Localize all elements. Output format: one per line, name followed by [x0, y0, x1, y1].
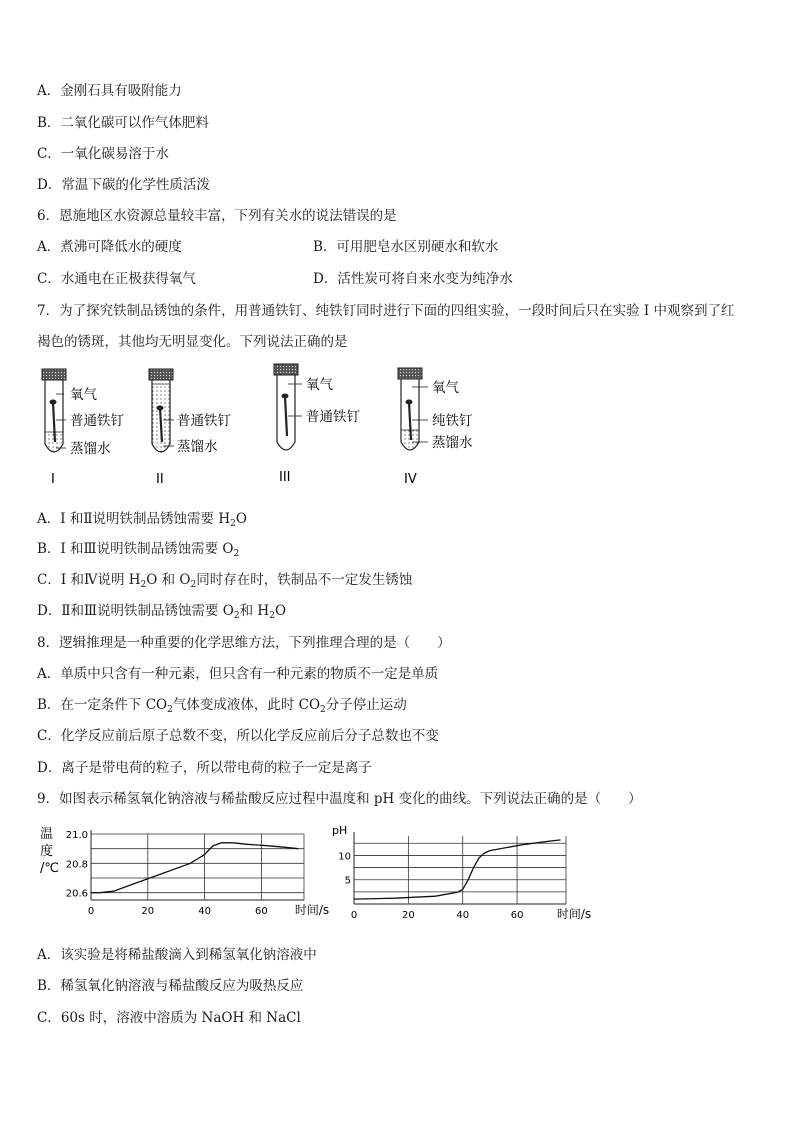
chart2-y-label: pH: [332, 824, 348, 837]
q7-stem-line2: 褐色的锈斑，其他均无明显变化。下列说法正确的是: [37, 334, 348, 350]
q7-option-d: D．Ⅱ和Ⅲ说明铁制品锈蚀需要 $O_2$和 $H_2O$: [37, 603, 287, 621]
q6-option-b: B．可用肥皂水区别硬水和软水: [313, 239, 499, 255]
chart2-x-tick: 20: [401, 910, 415, 921]
stopper-icon: [274, 364, 298, 375]
chart1-y-label-char: 温: [40, 827, 54, 842]
chart2-x-label: 时间/s: [556, 907, 592, 921]
tube-4-roman: IV: [404, 472, 417, 487]
test-tube-diagram: [36, 362, 506, 492]
tube-1: [42, 369, 124, 487]
q6-option-d: D．活性炭可将自来水变为纯净水: [313, 271, 513, 287]
q7-option-b: B．I 和Ⅲ说明铁制品锈蚀需要 $O_2$: [37, 541, 240, 559]
q8-option-a: A．单质中只含有一种元素，但只含有一种元素的物质不一定是单质: [37, 666, 439, 682]
chart2-x-tick: 0: [350, 910, 358, 921]
q9-option-a: A．该实验是将稀盐酸滴入到稀氢氧化钠溶液中: [37, 947, 317, 963]
q6-option-a: A．煮沸可降低水的硬度: [37, 239, 182, 255]
q6-option-c: C．水通电在正极获得氧气: [37, 271, 196, 287]
q8-option-c: C．化学反应前后原子总数不变，所以化学反应前后分子总数也不变: [37, 728, 439, 744]
q6-stem: 6．恩施地区水资源总量较丰富，下列有关水的说法错误的是: [37, 208, 397, 224]
q8-option-d: D．离子是带电荷的粒子，所以带电荷的粒子一定是离子: [37, 760, 372, 776]
q7-option-c: C．I 和Ⅳ说明 $H_2O$ 和 $O_2$同时存在时，铁制品不一定发生锈蚀: [37, 572, 413, 590]
chart1-y-tick: 20.6: [65, 888, 88, 900]
tube-4-label-nail: 纯铁钉: [432, 413, 473, 429]
tube-3-roman: III: [279, 470, 291, 485]
tube-2: [149, 369, 231, 487]
chart2-x-tick: 40: [456, 910, 470, 921]
q5-option-b: B．二氧化碳可以作气体肥料: [37, 115, 209, 131]
chart2-series-line: [354, 840, 561, 899]
chart1-y-label-char: 度: [40, 844, 54, 859]
q9-stem: 9．如图表示稀氢氧化钠溶液与稀盐酸反应过程中温度和 pH 变化的曲线。下列说法正确的是（ ）: [37, 791, 642, 807]
tube-1-roman: I: [51, 472, 55, 487]
chart1-x-tick: 40: [198, 906, 211, 917]
chart1-x-tick: 20: [141, 906, 155, 917]
q5-option-c: C．一氧化碳易溶于水: [37, 146, 169, 162]
chart1-x-tick: 0: [87, 906, 95, 917]
chart2-x-tick: 60: [510, 910, 524, 921]
tube-3-label-nail: 普通铁钉: [306, 409, 360, 425]
test-tube-figure: [36, 362, 506, 492]
tube-1-label-water: 蒸馏水: [70, 441, 111, 457]
q9-chart-svg: [36, 820, 596, 925]
q7-stem-line1: 7．为了探究铁制品锈蚀的条件，用普通铁钉、纯铁钉同时进行下面的四组实验，一段时间后只在实验 I 中观察到了红: [37, 303, 735, 319]
tube-4: [398, 368, 473, 487]
chart1-y-tick: 21.0: [65, 830, 88, 841]
q9-option-c: C．60s 时，溶液中溶质为 NaOH 和 NaCl: [37, 1010, 301, 1026]
tube-2-roman: II: [156, 472, 164, 487]
tube-4-label-oxygen: 氧气: [432, 380, 459, 396]
tube-1-label-nail: 普通铁钉: [70, 413, 124, 429]
nail-icon: [285, 396, 287, 436]
q7-option-a: A．I 和Ⅱ说明铁制品锈蚀需要 $H_2O$: [37, 511, 247, 529]
stopper-icon: [398, 368, 422, 379]
chart1-y-tick: 20.8: [65, 859, 88, 871]
tube-4-label-water: 蒸馏水: [432, 435, 473, 451]
chart1-y-label-char: /℃: [40, 861, 59, 876]
tube-3: [274, 364, 360, 485]
chart1-x-label: 时间/s: [294, 903, 330, 917]
q8-option-b: B．在一定条件下 $CO_2$气体变成液体，此时 $CO_2$分子停止运动: [37, 697, 407, 715]
chart1-x-tick: 60: [255, 906, 268, 917]
chart2-y-tick: 10: [338, 851, 351, 863]
tube-3-label-oxygen: 氧气: [306, 377, 333, 393]
q9-option-b: B．稀氢氧化钠溶液与稀盐酸反应为吸热反应: [37, 978, 304, 994]
q9-charts: [36, 820, 596, 925]
stopper-icon: [42, 369, 66, 380]
chart1-series-line: [91, 843, 298, 893]
tube-2-label-nail: 普通铁钉: [177, 413, 231, 429]
tube-2-label-water: 蒸馏水: [177, 439, 218, 455]
q5-option-a: A．金刚石具有吸附能力: [37, 83, 182, 99]
tube-1-label-oxygen: 氧气: [70, 387, 97, 403]
stopper-icon: [149, 369, 173, 380]
q8-stem: 8．逻辑推理是一种重要的化学思维方法，下列推理合理的是（ ）: [37, 635, 451, 651]
q5-option-d: D．常温下碳的化学性质活泼: [37, 177, 210, 193]
chart2-y-tick: 5: [344, 875, 351, 887]
